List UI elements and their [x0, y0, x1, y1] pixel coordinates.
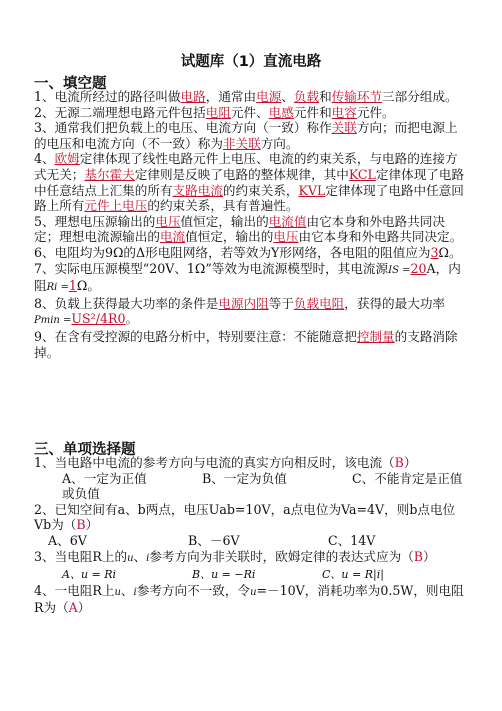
- answer: 电感: [268, 104, 294, 120]
- answer: 基尔霍夫: [84, 166, 135, 182]
- answer: 负载: [293, 89, 320, 104]
- choice-options-1: [34, 471, 470, 502]
- answer: 控制量: [356, 328, 395, 344]
- answer: 电源: [256, 89, 282, 104]
- symbol-is: IS =: [388, 264, 411, 276]
- question-3: 3、通常我们把负载上的电压、电流方向（一致）称作关联方向；而把电源上的电压和电流方向（不一致）称为非关联方向。: [34, 120, 458, 151]
- choice-question-1: 1、当电路中电流的参考方向与电流的真实方向相反时，该电流（B）: [34, 455, 417, 470]
- question-4: 4、欧姆定律体现了线性电路元件上电压、电流的约束关系，与电路的连接方式无关；基尔霍夫定律则是反映了电路的整体规律，其中KCL定律体现了电路中任意结点上汇集的所有支路电流的约束关系，KVL定律体现了电路中任意回路上所有元件上电压的约束关系，具有普遍性。: [34, 151, 465, 214]
- answer: 电路: [180, 89, 206, 104]
- answer: 电流值: [268, 213, 307, 229]
- answer: 电流: [159, 229, 186, 245]
- answer: 电源内阻: [218, 295, 269, 311]
- option-c: C、14V: [328, 532, 376, 548]
- answer: 传输环节: [331, 89, 383, 104]
- answer: 电阻: [205, 104, 231, 120]
- option-c: C、不能肯定是正值或负值: [62, 470, 463, 502]
- page-title: 试题库（1）直流电路: [180, 54, 322, 70]
- answer: 电压: [155, 213, 181, 229]
- option-a: A、一定为正值: [62, 470, 147, 486]
- option-b: B、一定为负值: [202, 470, 287, 486]
- answer: 非关联: [222, 135, 261, 151]
- question-8: 8、负载上获得最大功率的条件是电源内阻等于负载电阻，获得的最大功率Pmin =US²/4R0。: [34, 295, 446, 327]
- section-heading-single-choice: 三、单项选择题: [34, 442, 136, 458]
- answer: 欧姆: [54, 151, 80, 167]
- choice-question-3: 3、当电阻R上的u、i参考方向为非关联时，欧姆定律的表达式应为（B）: [34, 548, 436, 564]
- symbol-pmin: Pmin =: [34, 315, 72, 327]
- option-c: C、u = R|i|: [322, 568, 384, 582]
- answer: B: [76, 517, 86, 533]
- answer: KVL: [298, 182, 326, 198]
- option-b: B、u = −Ri: [192, 568, 256, 582]
- answer: A: [68, 600, 78, 616]
- choice-options-3: [34, 566, 470, 583]
- question-7: 7、实际电压源模型“20V、1Ω”等效为电流源模型时，其电流源IS =20A，内阻Ri =1Ω。: [34, 260, 461, 294]
- answer: 20: [410, 260, 427, 276]
- question-9: 9、在含有受控源的电路分析中，特别要注意：不能随意把控制量的支路消除掉。: [34, 328, 458, 360]
- answer: 元件上电压: [84, 198, 148, 214]
- answer: B: [394, 455, 404, 470]
- choice-options-2: [34, 533, 470, 549]
- question-2: 2、无源二端理想电路元件包括电阻元件、电感元件和电容元件。: [34, 104, 395, 120]
- question-1: 1、电流所经过的路径叫做电路，通常由电源、负载和传输环节三部分组成。: [34, 89, 458, 104]
- answer: 电压: [273, 229, 299, 245]
- option-a: A、6V: [48, 532, 87, 548]
- answer: KCL: [348, 166, 376, 182]
- answer: 支路电流: [172, 182, 223, 198]
- answer: 电容: [331, 104, 357, 120]
- question-6: 6、电阻均为9Ω的Δ形电阻网络，若等效为Y形网络，各电阻的阻值应为3Ω。: [34, 244, 462, 260]
- choice-question-2: 2、已知空间有a、b两点，电压Uab=10V，a点电位为Va=4V，则b点电位Vb为（B）: [34, 501, 456, 533]
- section-heading-fill-blank: 一、填空题: [34, 76, 107, 92]
- option-a: A、u = Ri: [62, 568, 117, 582]
- answer: 负载电阻: [293, 295, 345, 311]
- single-choice-section: [34, 455, 470, 616]
- option-b: B、－6V: [188, 532, 240, 548]
- answer: B: [413, 548, 424, 564]
- fill-blank-section: [34, 89, 470, 360]
- answer: US²/4R0: [71, 311, 126, 327]
- answer: 关联: [331, 120, 357, 136]
- choice-question-4: 4、一电阻R上u、i参考方向不一致，令u=－10V，消耗功率为0.5W，则电阻R为（A）: [34, 582, 464, 616]
- answer: 3: [430, 244, 439, 260]
- answer: 1: [68, 278, 77, 294]
- symbol-ri: Ri =: [46, 282, 69, 294]
- question-5: 5、理想电压源输出的电压值恒定，输出的电流值由它本身和外电路共同决定；理想电流源输出的电流值恒定，输出的电压由它本身和外电路共同决定。: [34, 213, 463, 245]
